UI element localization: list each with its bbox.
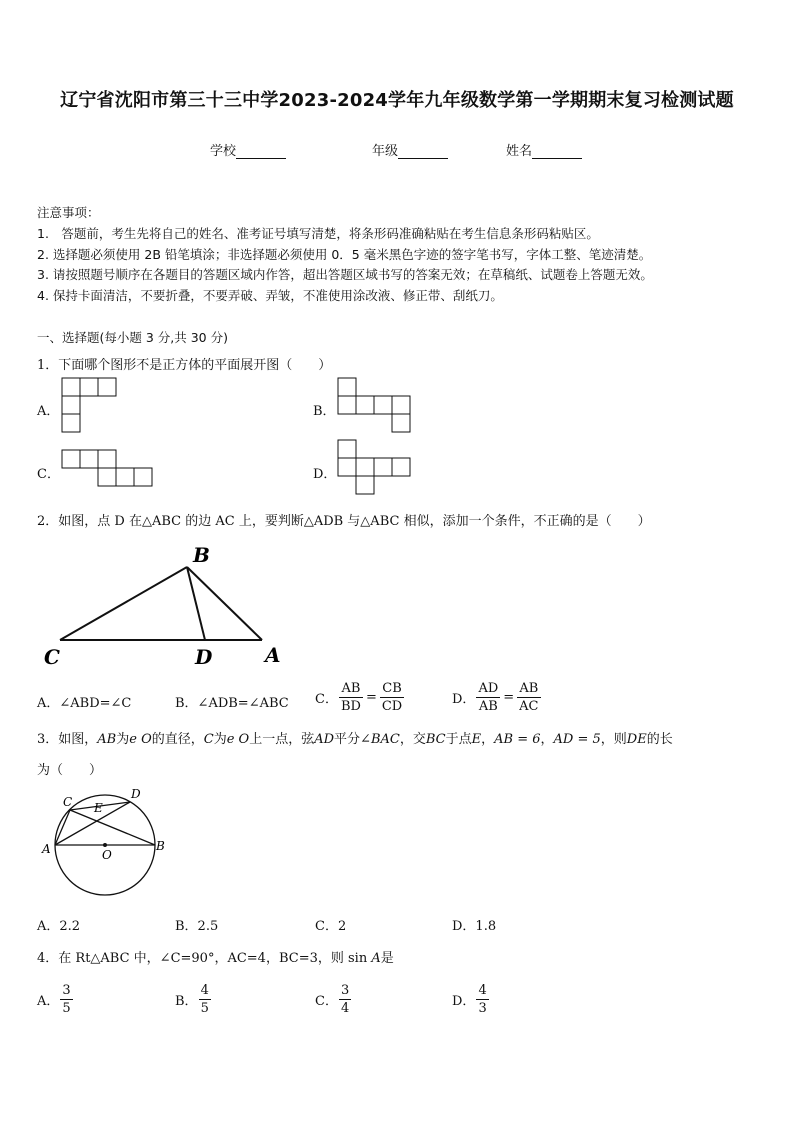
q2-label-c: C: [44, 645, 60, 669]
q3-chord-cb: [70, 810, 155, 845]
q3-label-d: D: [131, 787, 141, 801]
q1-option-a-label[interactable]: A．: [37, 404, 60, 419]
q4-option-a[interactable]: [37, 982, 74, 1017]
notice-item: 3. 请按照题号顺序在各题目的答题区域内作答，超出答题区域书写的答案无效；在草稿纸、试题卷上答题无效。: [37, 267, 653, 282]
q4-option-d[interactable]: [452, 982, 490, 1017]
q2-label-a: A: [265, 643, 281, 667]
q3-option-d[interactable]: D．1.8: [452, 919, 497, 934]
question-3-stem: 3．如图，AB为e O的直径，C为e O上一点，弦AD平分∠BAC，交BC于点E，AB = 6，AD = 5，则DE的长: [37, 732, 673, 747]
q3-label-c: C: [63, 795, 73, 809]
q3-center-point: [103, 843, 107, 847]
notice-heading: 注意事项：: [37, 205, 100, 220]
q2-option-d[interactable]: D． $\frac{AD}{AB}$ = $\frac{AB}{AC}$: [452, 681, 539, 714]
page-title: 辽宁省沈阳市第三十三中学2023-2024学年九年级数学第一学期期末复习检测试题: [60, 90, 734, 111]
q4-option-c-label: C．: [315, 994, 338, 1009]
fraction: $\frac{4}{3}$: [478, 983, 487, 1016]
q3-label-e: E: [94, 801, 103, 815]
q3-option-c[interactable]: C．2: [315, 919, 347, 934]
q4-option-a-label: A．: [37, 994, 60, 1009]
q2-label-d: D: [195, 645, 213, 669]
question-3-stem-line2: 为（ ）: [37, 763, 103, 778]
school-label: 学校: [210, 144, 237, 159]
q2-option-a[interactable]: A．∠ABD=∠C: [37, 696, 132, 711]
name-label: 姓名: [506, 144, 533, 159]
q4-option-b-label: B．: [175, 994, 198, 1009]
question-4-stem: 4．在 Rt△ABC 中，∠C=90°，AC=4，BC=3，则 sin A是: [37, 951, 394, 966]
q3-label-a: A: [42, 842, 51, 856]
grade-label: 年级: [372, 144, 399, 159]
section-heading: 一、选择题(每小题 3 分,共 30 分): [37, 330, 228, 345]
q4-option-d-label: D．: [452, 994, 476, 1009]
q4-option-b[interactable]: [175, 982, 212, 1017]
fraction: $\frac{AD}{AB}$: [478, 681, 499, 714]
fraction: $\frac{3}{4}$: [340, 983, 350, 1016]
q2-label-b: B: [193, 543, 210, 567]
fraction: $\frac{AB}{BD}$: [340, 681, 361, 714]
q3-option-b[interactable]: B．2.5: [175, 919, 219, 934]
q3-label-b: B: [156, 839, 165, 853]
q1-option-c-label[interactable]: C．: [37, 467, 60, 482]
notice-item: 1. 答题前，考生先将自己的姓名、准考证号填写清楚，将条形码准确粘贴在考生信息条形码粘贴区。: [37, 226, 599, 241]
notice-item: 2. 选择题必须使用 2B 铅笔填涂；非选择题必须使用 0．5 毫米黑色字迹的签字笔书写，字体工整、笔迹清楚。: [37, 247, 652, 262]
q2-option-d-label: D．: [452, 692, 476, 707]
fraction: $\frac{4}{5}$: [200, 983, 209, 1016]
fraction: $\frac{3}{5}$: [62, 983, 71, 1016]
q3-option-a[interactable]: A．2.2: [37, 919, 81, 934]
q4-option-c[interactable]: [315, 982, 352, 1017]
q1-option-d-label[interactable]: D．: [313, 467, 337, 482]
q1-option-b-label[interactable]: B．: [313, 404, 336, 419]
question-2-stem: 2．如图，点 D 在△ABC 的边 AC 上，要判断△ADB 与△ABC 相似，添加一个条件，不正确的是（ ）: [37, 514, 651, 529]
fraction: $\frac{AB}{AC}$: [519, 681, 539, 714]
question-1-stem: 1．下面哪个图形不是正方体的平面展开图（ ）: [37, 358, 332, 373]
q3-label-o: O: [102, 848, 112, 862]
fraction: $\frac{CB}{CD}$: [381, 681, 403, 714]
q3-chord-ac: [55, 810, 70, 845]
notice-item: 4. 保持卡面清洁，不要折叠，不要弄破、弄皱，不准使用涂改液、修正带、刮纸刀。: [37, 288, 503, 303]
q2-option-b[interactable]: B．∠ADB=∠ABC: [175, 696, 289, 711]
q2-option-c-label: C．: [315, 692, 338, 707]
q2-option-c[interactable]: C． $\frac{AB}{BD}$ = $\frac{CB}{CD}$: [315, 681, 403, 714]
